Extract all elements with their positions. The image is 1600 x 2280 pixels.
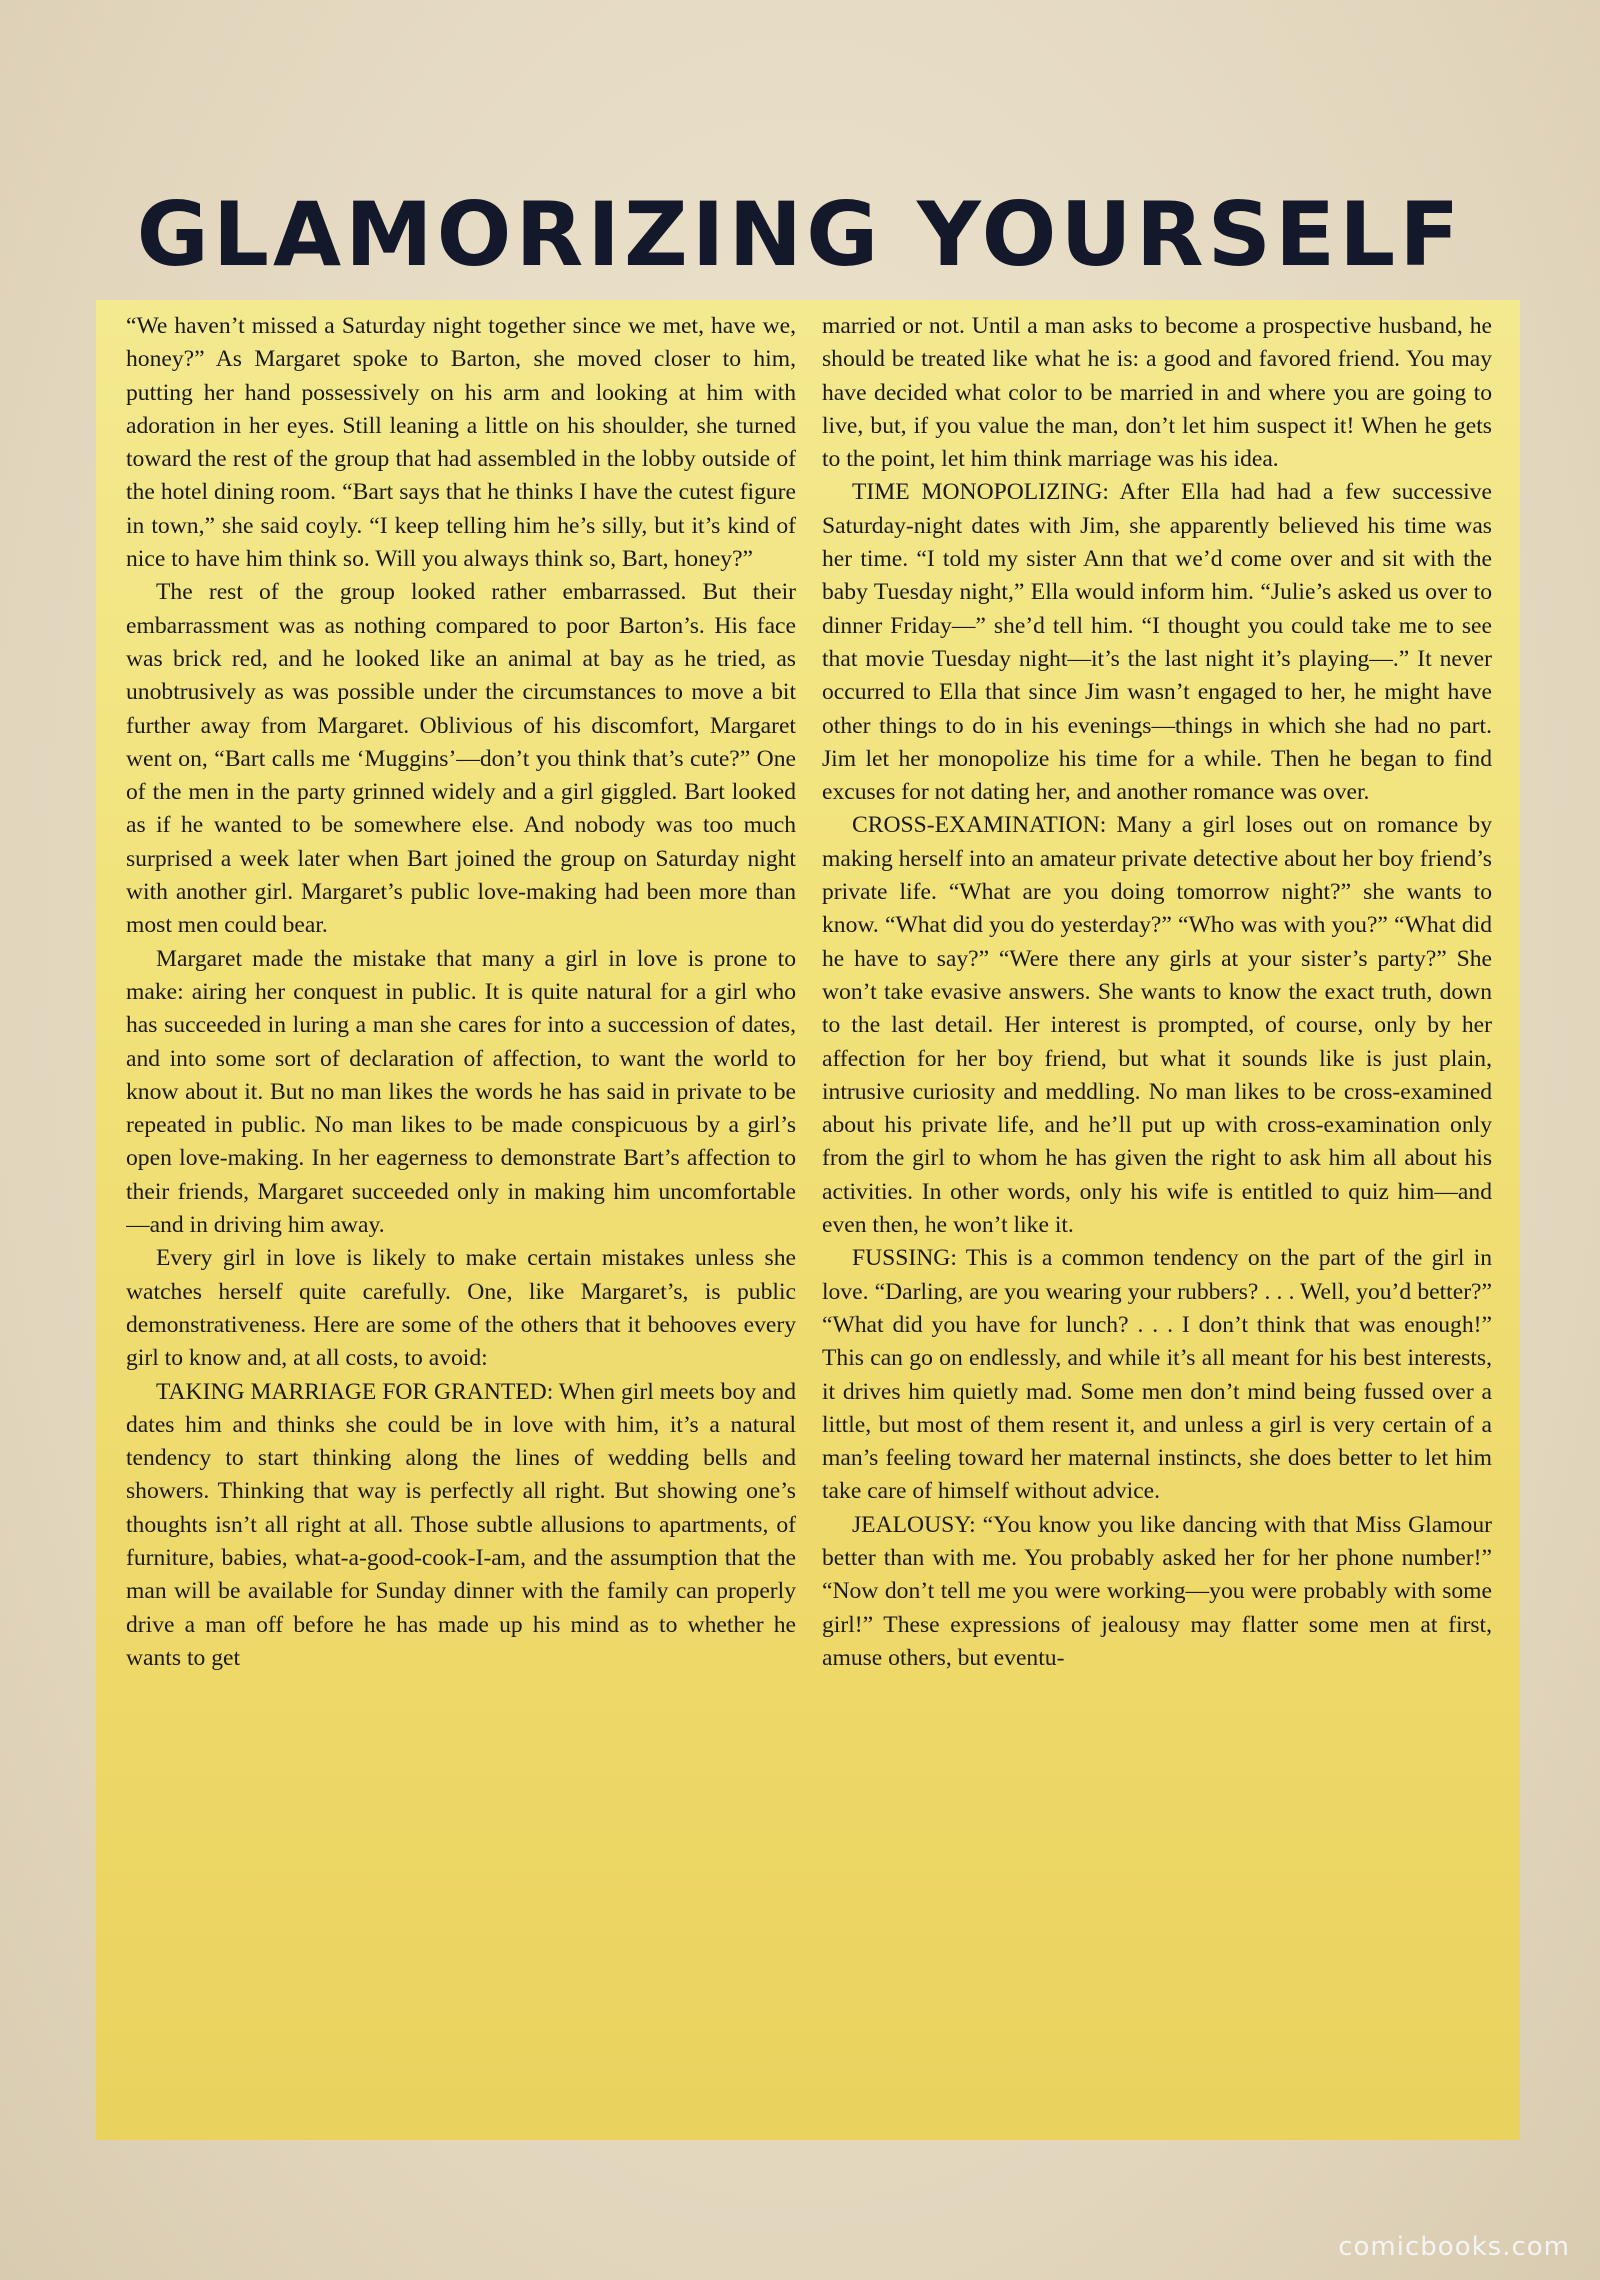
article-column-left — [126, 310, 796, 2130]
paragraph: JEALOUSY: “You know you like dancing with that Miss Glamour better than with me. You probably asked her for her phone number!” “Now don’t tell me you were working—you were probably with some girl!” These expressions of jealousy may flatter some men at first, amuse others, but eventu- — [822, 1511, 1492, 1671]
paragraph: The rest of the group looked rather embarrassed. But their embarrassment was as nothing compared to poor Barton’s. His face was brick red, and he looked like an animal at bay as he tried, as unobtrusively as was possible under the circumstances to move a bit further away from Margaret. Oblivious of his discomfort, Margaret went on, “Bart calls me ‘Muggins’—don’t you think that’s cute?” One of the men in the party grinned widely and a girl giggled. Bart looked as if he wanted to be somewhere else. And nobody was too much surprised a week later when Bart joined the group on Saturday night with another girl. Margaret’s public love-making had been more than most men could bear. — [126, 579, 796, 939]
paragraph: married or not. Until a man asks to become a prospective husband, he should be treated like what he is: a good and favored friend. You may have decided what color to be married in and where you are going to live, but, if you value the man, don’t let him suspect it! When he gets to the point, let him think marriage was his idea. — [822, 313, 1492, 473]
paragraph: Margaret made the mistake that many a girl in love is prone to make: airing her conquest in public. It is quite natural for a girl who has succeeded in luring a man she cares for into a succession of dates, and into some sort of declaration of affection, to want the world to know about it. But no man likes the words he has said in private to be repeated in public. No man likes to be made conspicuous by a girl’s open love-making. In her eagerness to demonstrate Bart’s affection to their friends, Margaret succeeded only in making him uncomfortable—and in driving him away. — [126, 945, 796, 1239]
paragraph: “We haven’t missed a Saturday night together since we met, have we, honey?” As Margaret spoke to Barton, she moved closer to him, putting her hand possessively on his arm and looking at him with adoration in her eyes. Still leaning a little on his shoulder, she turned toward the rest of the group that had assembled in the lobby outside of the hotel dining room. “Bart says that he thinks I have the cutest figure in town,” she said coyly. “I keep telling him he’s silly, but it’s kind of nice to have him think so. Will you always think so, Bart, honey?” — [126, 313, 796, 573]
paragraph: TAKING MARRIAGE FOR GRANTED: When girl meets boy and dates him and thinks she could be in love with him, it’s a natural tendency to start thinking along the lines of wedding bells and showers. Thinking that way is perfectly all right. But showing one’s thoughts isn’t all right at all. Those subtle allusions to apartments, of furniture, babies, what-a-good-cook-I-am, and the assumption that the man will be available for Sunday dinner with the family can properly drive a man off before he has made up his mind as to whether he wants to get — [126, 1378, 796, 1671]
paragraph: Every girl in love is likely to make certain mistakes unless she watches herself quite carefully. One, like Margaret’s, is public demonstrativeness. Here are some of the others that it behooves every girl to know and, at all costs, to avoid: — [126, 1245, 796, 1372]
article-column-right — [822, 310, 1492, 2130]
site-watermark: comicbooks.com — [1338, 2232, 1570, 2262]
paragraph: CROSS-EXAMINATION: Many a girl loses out on romance by making herself into an amateur private detective about her boy friend’s private life. “What are you doing tomorrow night?” she wants to know. “What did you do yesterday?” “Who was with you?” “What did he have to say?” “Were there any girls at your sister’s party?” She won’t take evasive answers. She wants to know the exact truth, down to the last detail. Her interest is prompted, of course, only by her affection for her boy friend, but what it sounds like is just plain, intrusive curiosity and meddling. No man likes to be cross-examined about his private life, and he’ll put up with cross-examination only from the girl to whom he has given the right to ask him all about his activities. In other words, only his wife is entitled to quiz him—and even then, he won’t like it. — [822, 812, 1492, 1239]
article-columns — [96, 300, 1520, 2140]
paragraph: FUSSING: This is a common tendency on the part of the girl in love. “Darling, are you wearing your rubbers? . . . Well, you’d better?” “What did you have for lunch? . . . I don’t think that was enough!” This can go on endlessly, and while it’s all meant for his best interests, it drives him quietly mad. Some men don’t mind being fussed over a little, but most of them resent it, and unless a girl is very certain of a man’s feeling toward her maternal instincts, she does better to let him take care of himself without advice. — [822, 1245, 1492, 1505]
article-title: GLAMORIZING YOURSELF — [136, 183, 1464, 286]
paragraph: TIME MONOPOLIZING: After Ella had had a few successive Saturday-night dates with Jim, she apparently believed his time was her time. “I told my sister Ann that we’d come over and sit with the baby Tuesday night,” Ella would inform him. “Julie’s asked us over to dinner Friday—” she’d tell him. “I thought you could take me to see that movie Tuesday night—it’s the last night it’s playing—.” It never occurred to Ella that since Jim wasn’t engaged to her, he might have other things to do in his evenings—things in which she had no part. Jim let her monopolize his time for a while. Then he began to find excuses for not dating her, and another romance was over. — [822, 479, 1492, 806]
